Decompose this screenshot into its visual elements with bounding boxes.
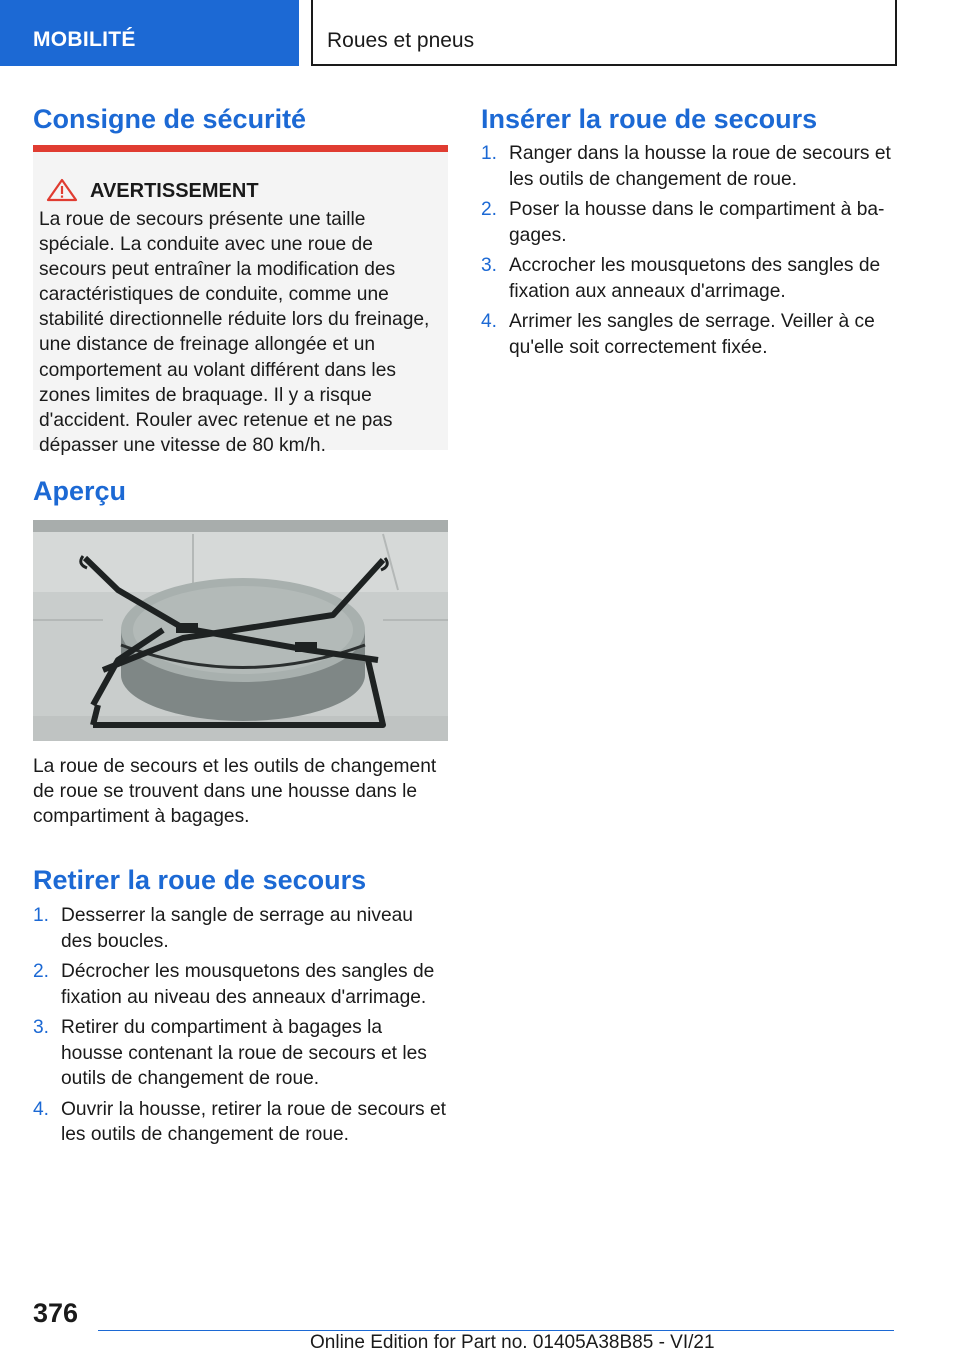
- list-item: [33, 903, 448, 954]
- step-number: 3.: [33, 1017, 50, 1038]
- step-text: Arrimer les sangles de serrage. Veiller à ce qu'elle soit correctement fixée.: [509, 311, 875, 358]
- warning-label: AVERTISSEMENT: [90, 180, 259, 202]
- section-title: MOBILITÉ: [33, 28, 136, 51]
- step-text: Ranger dans la housse la roue de secours et les outils de changement de roue.: [509, 143, 891, 190]
- spare-wheel-photo: [33, 520, 448, 741]
- chapter-tab: [311, 0, 897, 66]
- list-item: [481, 253, 891, 304]
- step-number: 4.: [481, 311, 498, 332]
- step-text: Ouvrir la housse, retirer la roue de secours et les outils de changement de roue.: [61, 1098, 446, 1145]
- step-text: Retirer du compartiment à bagages la housse contenant la roue de secours et les outils de changement de roue.: [61, 1017, 427, 1089]
- warning-triangle-icon: [45, 178, 79, 202]
- list-item: [33, 1015, 448, 1092]
- section-tab: [0, 0, 299, 66]
- step-number: 2.: [33, 961, 50, 982]
- step-number: 1.: [33, 905, 50, 926]
- overview-heading: Aperçu: [33, 476, 127, 506]
- list-item: [33, 959, 448, 1010]
- safety-heading: Consigne de sécurité: [33, 104, 307, 134]
- step-text: Poser la housse dans le compartiment à bagages.: [509, 199, 885, 246]
- remove-heading: Retirer la roue de secours: [33, 865, 367, 895]
- chapter-title: Roues et pneus: [327, 29, 475, 52]
- warning-box: [33, 145, 448, 456]
- step-text: Desserrer la sangle de serrage au niveau des boucles.: [61, 905, 413, 952]
- overview-caption: La roue de secours et les outils de changement de roue se trouvent dans une housse dans le compartiment à bagages.: [33, 756, 437, 828]
- step-text: Décrocher les mousquetons des sangles de fixation au niveau des anneaux d'arrimage.: [61, 961, 435, 1008]
- warning-text: La roue de secours présente une taille spéciale. La conduite avec une roue de secours peut entraîner la modification des caractéristiques de conduite, comme une stabilité directionnelle réduite lors du freinage, une distance de freinage allongée et un comportement au volant différent dans les zones limites de braquage. Il y a risque d'accident. Rouler avec retenue et ne pas dépasser une vitesse de 80 km/h.: [39, 209, 430, 456]
- step-number: 3.: [481, 255, 498, 276]
- step-number: 1.: [481, 143, 498, 164]
- page-number: 376: [33, 1298, 79, 1328]
- step-text: Accrocher les mousquetons des sangles de fixation aux anneaux d'arrimage.: [509, 255, 881, 302]
- list-item: [481, 141, 891, 192]
- edition-text: Online Edition for Part no. 01405A38B85 - VI/21: [310, 1332, 715, 1353]
- insert-heading: Insérer la roue de secours: [481, 104, 818, 134]
- footer-divider: [98, 1330, 894, 1331]
- insert-steps: [481, 141, 891, 365]
- step-number: 4.: [33, 1098, 50, 1120]
- list-item: [481, 309, 891, 360]
- list-item: [33, 1097, 448, 1148]
- remove-steps: [33, 903, 448, 1153]
- list-item: [481, 197, 891, 248]
- step-number: 2.: [481, 199, 498, 220]
